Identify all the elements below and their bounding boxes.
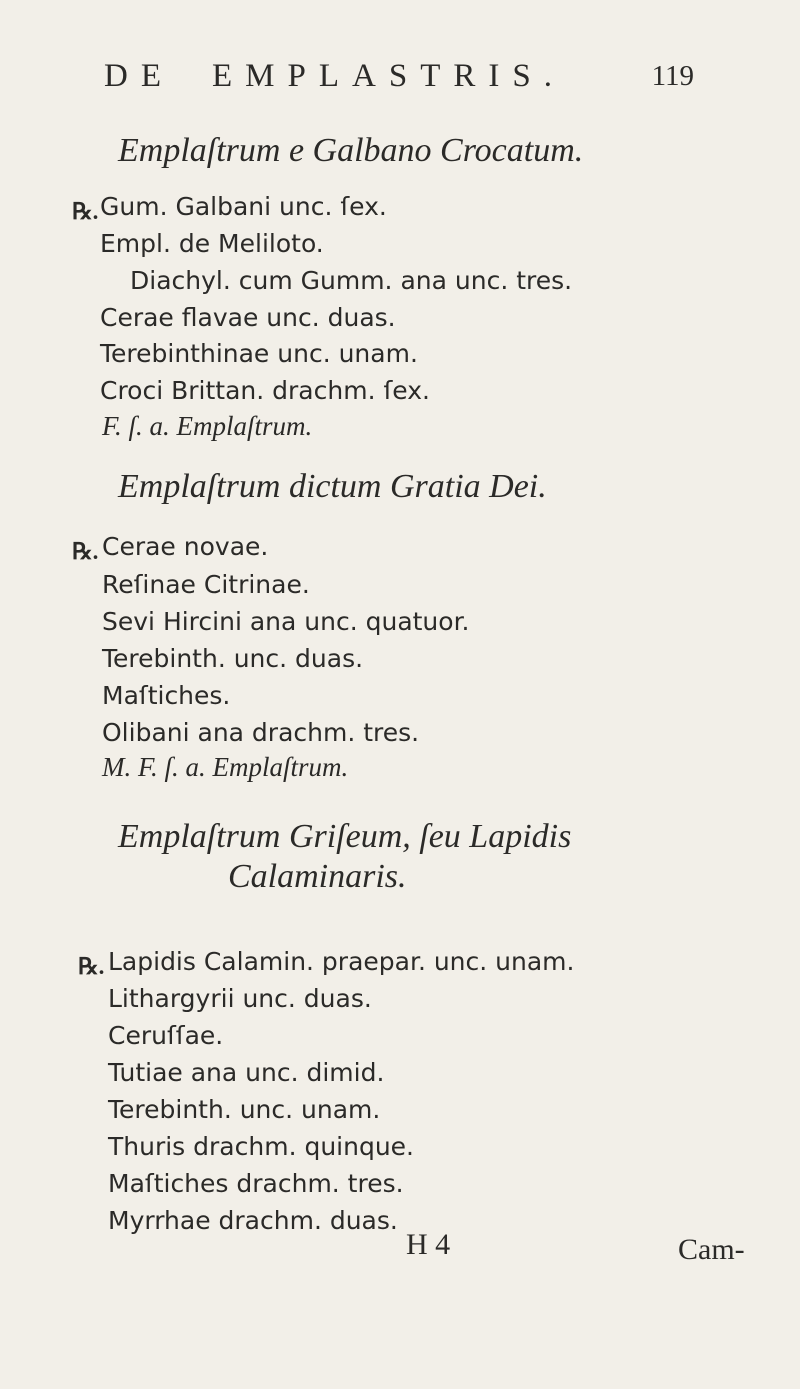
signature-mark: H 4 xyxy=(406,1228,451,1261)
instruction-line: M. F. ſ. a. Emplaſtrum. xyxy=(102,752,349,782)
header-title: EMPLASTRIS. xyxy=(212,58,565,94)
instruction-line: F. ſ. a. Emplaſtrum. xyxy=(102,411,313,441)
running-header xyxy=(104,58,694,104)
catchword: Cam- xyxy=(678,1233,745,1266)
section-title-galbano: Emplaſtrum e Galbano Crocatum. xyxy=(118,132,584,169)
ingredient-line: Gum. Galbani unc. ſex. xyxy=(100,192,387,221)
section-title-gratia-dei: Emplaſtrum dictum Gratia Dei. xyxy=(118,468,547,505)
ingredient-line: Empl. de Meliloto. xyxy=(100,229,324,258)
section-title-griseum: Emplaſtrum Griſeum, ſeu Lapidis xyxy=(118,818,572,855)
ingredient-line: Terebinth. unc. unam. xyxy=(108,1095,381,1124)
ingredient-line: Maſtiches drachm. tres. xyxy=(108,1169,404,1198)
ingredient-line: Lapidis Calamin. praepar. unc. unam. xyxy=(108,947,575,976)
recipe-symbol: ℞. xyxy=(72,539,99,564)
ingredient-line: Terebinthinae unc. unam. xyxy=(100,339,418,368)
ingredient-line: Maſtiches. xyxy=(102,681,231,710)
ingredient-line: Terebinth. unc. duas. xyxy=(102,644,364,673)
recipe-symbol: ℞. xyxy=(78,954,105,979)
ingredient-line: Reſinae Citrinae. xyxy=(102,570,310,599)
ingredient-line: Sevi Hircini ana unc. quatuor. xyxy=(102,607,470,636)
ingredient-line: Thuris drachm. quinque. xyxy=(108,1132,415,1161)
ingredient-line: Lithargyrii unc. duas. xyxy=(108,984,372,1013)
ingredient-line: Tutiae ana unc. dimid. xyxy=(108,1058,385,1087)
ingredient-line: Myrrhae drachm. duas. xyxy=(108,1206,398,1235)
ingredient-line: Olibani ana drachm. tres. xyxy=(102,718,420,747)
ingredient-line: Diachyl. cum Gumm. ana unc. tres. xyxy=(130,266,573,295)
section-title-calaminaris: Calaminaris. xyxy=(228,858,407,895)
ingredient-line: Croci Brittan. drachm. ſex. xyxy=(100,376,430,405)
recipe-symbol: ℞. xyxy=(72,199,99,224)
page-number: 119 xyxy=(651,60,694,92)
ingredient-line: Ceruſſae. xyxy=(108,1021,224,1050)
header-de: DE xyxy=(104,58,174,94)
ingredient-line: Cerae flavae unc. duas. xyxy=(100,303,396,332)
ingredient-line: Cerae novae. xyxy=(102,532,269,561)
